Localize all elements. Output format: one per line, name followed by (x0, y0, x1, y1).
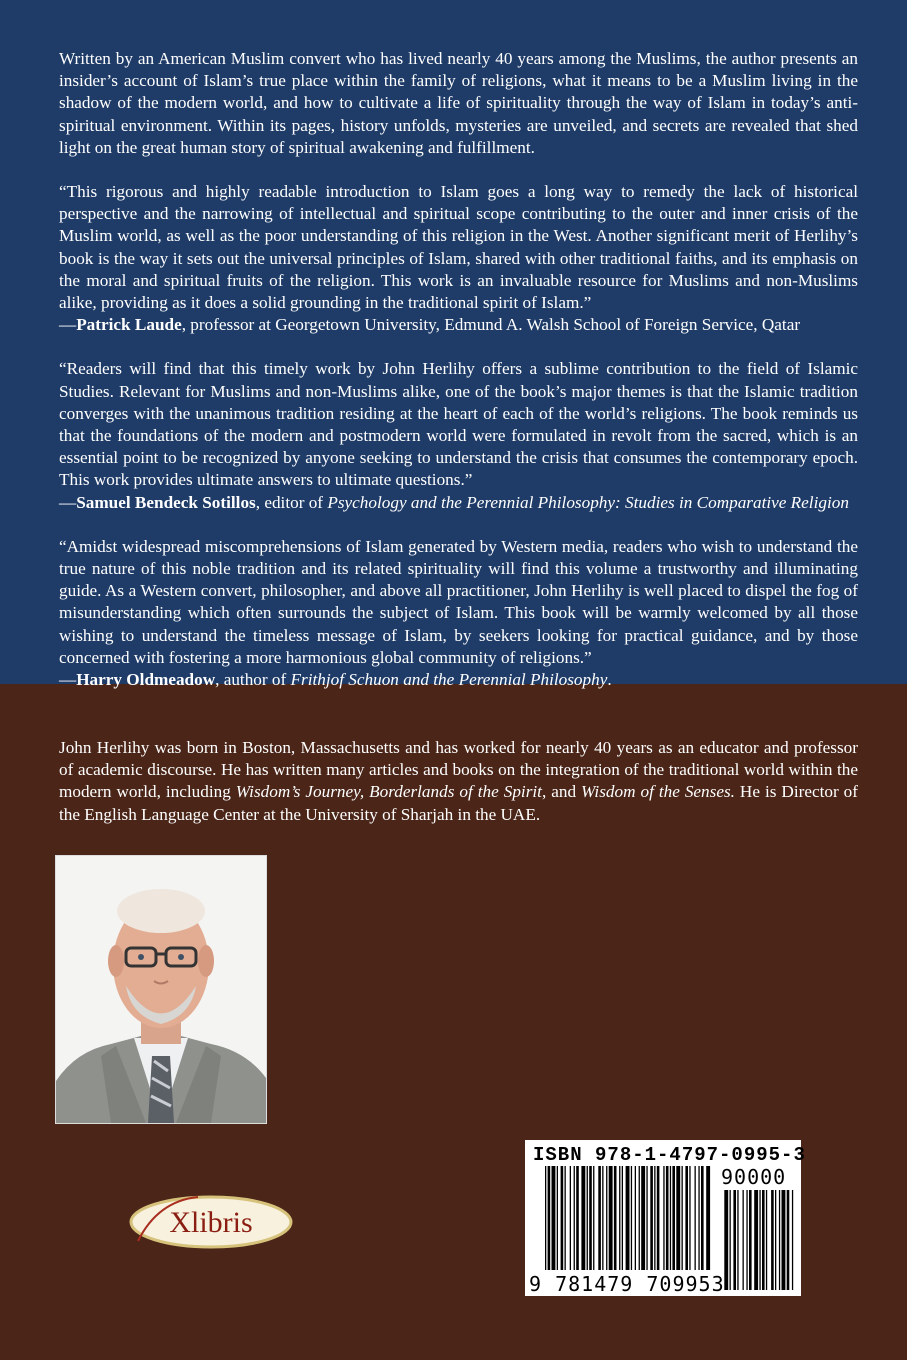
barcode-bar (646, 1166, 647, 1270)
barcode-bar (676, 1166, 680, 1270)
addon-bar (759, 1190, 760, 1290)
quote-3 (59, 536, 858, 691)
quote-work: Frithjof Schuon and the Perennial Philosophy (290, 670, 608, 690)
addon-bar (733, 1190, 736, 1290)
barcode-bar (609, 1166, 613, 1270)
barcode-bar (561, 1166, 564, 1270)
barcode-bar (657, 1166, 660, 1270)
cover-text (59, 48, 858, 713)
addon-bar (746, 1190, 747, 1290)
barcode-bar (663, 1166, 664, 1270)
barcode-bar (689, 1166, 690, 1270)
quote-author: Harry Oldmeadow (76, 670, 216, 690)
barcode-bar (581, 1166, 585, 1270)
barcode-bar (701, 1166, 704, 1270)
addon-bar (724, 1190, 728, 1290)
quote-text: “Amidst widespread miscomprehensions of Islam generated by Western media, readers who wish to understand the true nature of this noble tradition and its related spirituality will find this volume a trustworthy and illuminating guide. As a Western convert, philosopher, and above all practitioner, John Herlihy is well placed to dispel the fog of misunderstanding which often surrounds the subject of Islam. This book will be warmly welcomed by all those wishing to understand the timeless message of Islam, by seekers looking for practical guidance, and by those concerned with fostering a more harmonious global community of religions.” (59, 536, 858, 667)
barcode-bar (631, 1166, 632, 1270)
barcode-bar (626, 1166, 630, 1270)
barcode-bar (639, 1166, 640, 1270)
addon-code: 90000 (721, 1165, 787, 1189)
barcode-bar (614, 1166, 617, 1270)
quote-2 (59, 358, 858, 513)
barcode-bar (706, 1166, 710, 1270)
barcode-bar (622, 1166, 623, 1270)
addon-bar (762, 1190, 765, 1290)
quote-author: Patrick Laude (76, 315, 182, 335)
quote-attribution: —Harry Oldmeadow, author of Frithjof Schuon and the Perennial Philosophy. (59, 670, 612, 690)
author-photo (55, 855, 267, 1124)
barcode-bar (672, 1166, 675, 1270)
isbn-label: ISBN 978-1-4797-0995-3 (533, 1144, 806, 1166)
addon-bar (792, 1190, 793, 1290)
book-description: Written by an American Muslim convert who has lived nearly 40 years among the Muslims, the author presents an insider’s account of Islam’s true place within the family of religions, what it means to be a Muslim living in the shadow of the modern world, and how to cultivate a life of spirituality through the way of Islam in today’s anti-spiritual environment. Within its pages, history unfolds, mysteries are unveiled, and secrets are revealed that shed light on the great human story of spiritual awakening and fulfillment. (59, 49, 858, 157)
addon-bar (749, 1190, 752, 1290)
addon-bar (782, 1190, 786, 1290)
barcode-bar (570, 1166, 571, 1270)
barcode-digits: 9 781479 709953 (529, 1272, 725, 1296)
barcode-bar (587, 1166, 588, 1270)
barcode-bar (670, 1166, 671, 1270)
barcode-bar (682, 1166, 683, 1270)
barcode-bar (565, 1166, 566, 1270)
barcode-bar (589, 1166, 592, 1270)
addon-bar (743, 1190, 744, 1290)
barcode-bar (666, 1166, 669, 1270)
barcode-bar (593, 1166, 594, 1270)
barcode-bar (619, 1166, 620, 1270)
addon-bar (766, 1190, 767, 1290)
barcode-bar (557, 1166, 558, 1270)
quote-author: Samuel Bendeck Sotillos (76, 492, 256, 512)
barcode-bar (576, 1166, 579, 1270)
barcode-bar (635, 1166, 636, 1270)
quote-text: “This rigorous and highly readable introduction to Islam goes a long way to remedy the lack of historical perspective and the narrowing of intellectual and spiritual scope contributing to the outer and inner crisis of the Muslim world, as well as the poor understanding of this religion in the West. Another significant merit of Herlihy’s book is the way it sets out the universal principles of Islam, shared with other traditional faiths, and its emphasis on the moral and spiritual fruits of the religion. This work is an invaluable resource for Muslims and non-Muslims alike, providing as it does a solid grounding in the traditional spirit of Islam.” (59, 182, 858, 313)
author-bio: John Herlihy was born in Boston, Massachusetts and has worked for nearly 40 years as an educator and professor of academic discourse. He has written many articles and books on the integration of the traditional world within the modern world, including Wisdom’s Journey, Borderlands of the Spirit, and Wisdom of the Senses. He is Director of the English Language Center at the University of Sharjah in the UAE. (59, 738, 858, 824)
quote-attribution: —Patrick Laude, professor at Georgetown University, Edmund A. Walsh School of Foreign Service, Qatar (59, 315, 801, 335)
publisher-logo (128, 1193, 294, 1251)
isbn-barcode (525, 1140, 806, 1296)
addon-bar (779, 1190, 780, 1290)
addon-bar (754, 1190, 758, 1290)
barcode-bar (552, 1166, 556, 1270)
barcode-bar (695, 1166, 696, 1270)
addon-bar (737, 1190, 738, 1290)
quote-attribution: —Samuel Bendeck Sotillos, editor of Psychology and the Perennial Philosophy: Studies in Comparative Religion (59, 492, 849, 512)
barcode-bar (641, 1166, 645, 1270)
addon-bar (730, 1190, 731, 1290)
addon-bar (775, 1190, 776, 1290)
barcode-bar (606, 1166, 607, 1270)
barcode-bar (545, 1166, 546, 1270)
addon-bar (771, 1190, 774, 1290)
quote-work: Psychology and the Perennial Philosophy: Studies in Comparative Religion (327, 492, 849, 512)
barcode-bar (698, 1166, 699, 1270)
barcode-bar (654, 1166, 655, 1270)
quote-text: “Readers will find that this timely work by John Herlihy offers a sublime contribution to the field of Islamic Studies. Relevant for Muslims and non-Muslims alike, one of the book’s major themes is that the Islamic tradition converges with the unanimous tradition residing at the heart of each of the world’s religions. The book reminds us that the foundations of the modern and postmodern world were formulated in revolt from the sacred, which is an essential point to be recognized by anyone seeking to understand the crisis that consumes the contemporary epoch. This work provides ultimate answers to ultimate questions.” (59, 359, 858, 490)
publisher-name: Xlibris (169, 1206, 253, 1239)
addon-bar (787, 1190, 790, 1290)
barcode-bar (548, 1166, 551, 1270)
barcode-bar (598, 1166, 601, 1270)
barcode-bar (574, 1166, 575, 1270)
barcode-bar (685, 1166, 688, 1270)
quote-1 (59, 181, 858, 336)
barcode-bar (602, 1166, 603, 1270)
barcode-bar (650, 1166, 653, 1270)
